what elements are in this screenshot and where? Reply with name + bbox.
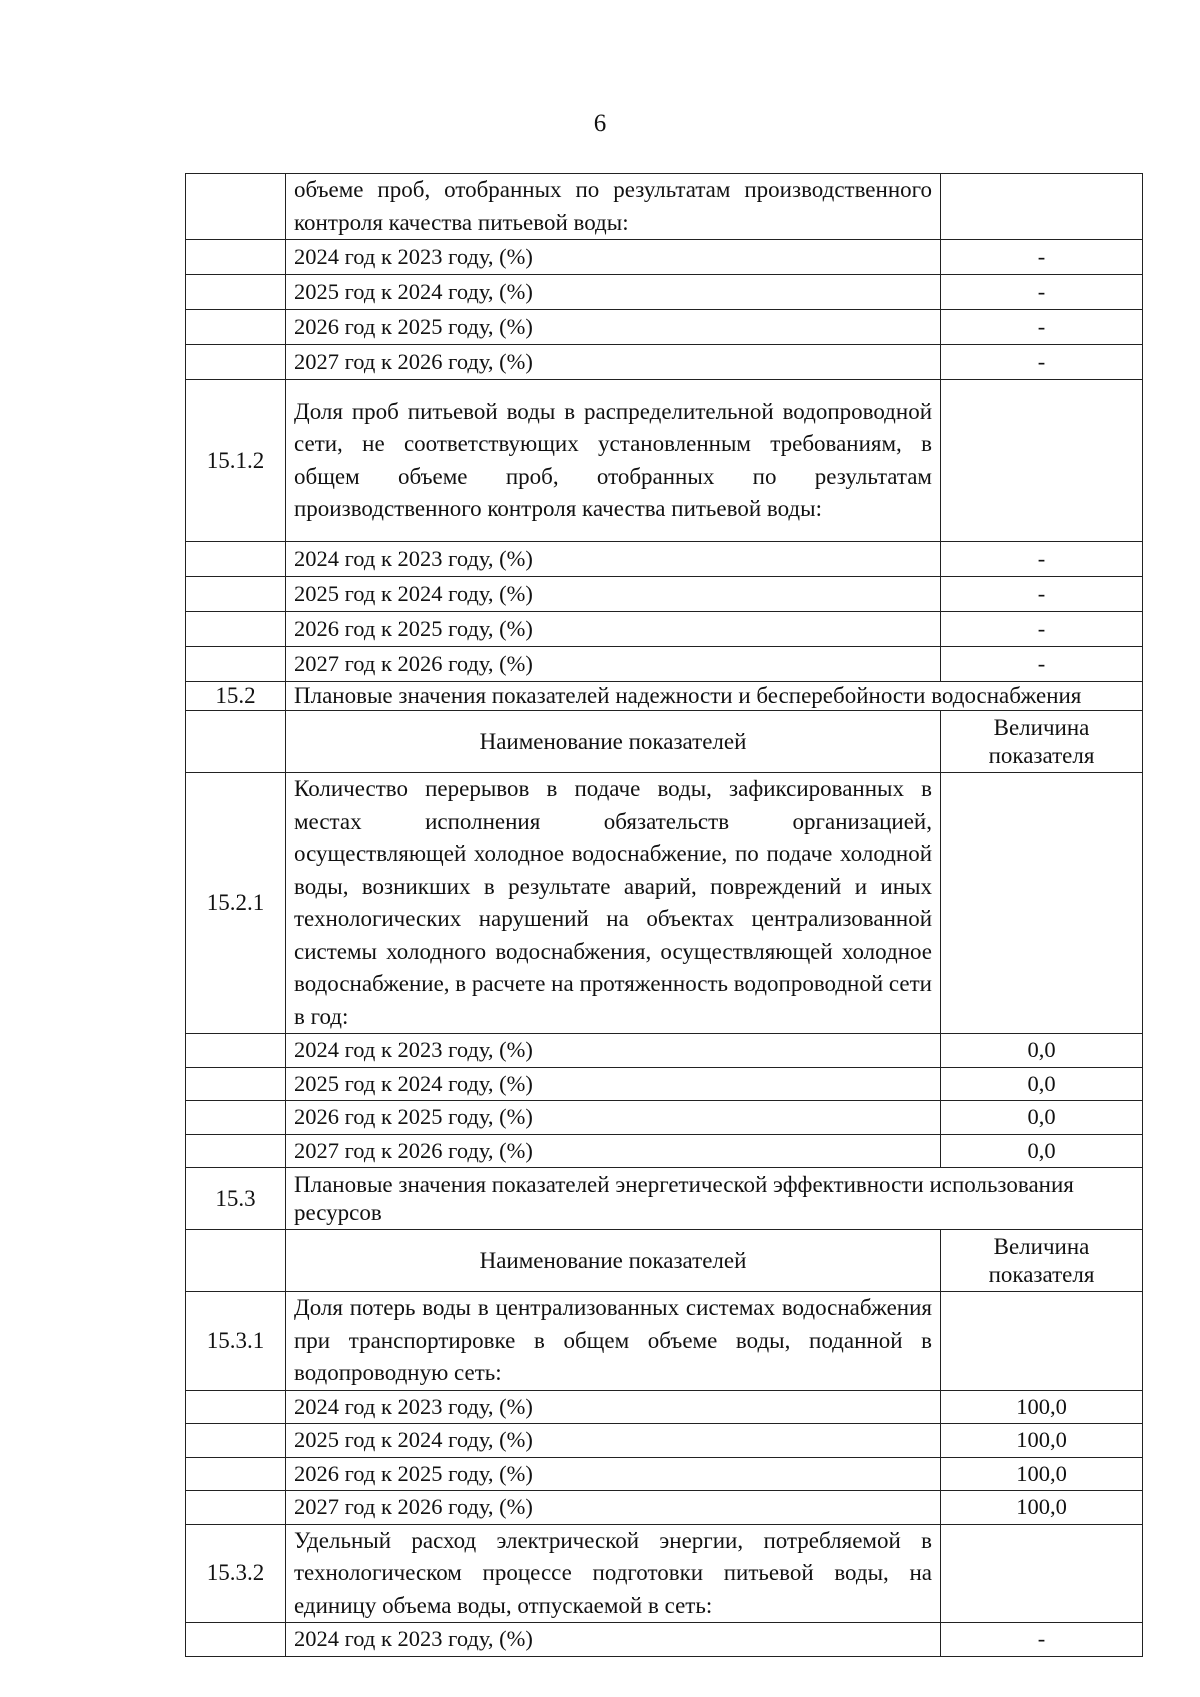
year-label: 2025 год к 2024 году, (%)	[286, 577, 941, 612]
indicator-name-header: Наименование показателей	[286, 1230, 941, 1292]
indicator-row	[186, 1524, 1143, 1623]
indicator-name: Количество перерывов в подаче воды, зафиксированных в местах исполнения обязательств организацией, осуществляющей холодное водоснабжение, по подаче холодной воды, возникших в результате аварий, повреждений и иных технологических нарушений на объектах централизованной системы холодного водоснабжения, осуществляющей холодное водоснабжение, в расчете на протяженность водопроводной сети в год:	[286, 773, 941, 1034]
indicators-table-body	[186, 174, 1143, 1657]
indicator-value: -	[941, 647, 1143, 682]
section-row	[186, 682, 1143, 711]
year-row	[186, 612, 1143, 647]
year-row	[186, 240, 1143, 275]
row-number-cell	[186, 1034, 286, 1068]
year-label: 2026 год к 2025 году, (%)	[286, 1101, 941, 1135]
row-number-cell	[186, 1491, 286, 1525]
indicator-value: -	[941, 240, 1143, 275]
year-row	[186, 345, 1143, 380]
year-label: 2027 год к 2026 году, (%)	[286, 345, 941, 380]
indicator-value	[941, 1524, 1143, 1623]
indicator-value: 0,0	[941, 1034, 1143, 1068]
row-number-cell	[186, 612, 286, 647]
row-number-cell: 15.3.2	[186, 1524, 286, 1623]
row-number-cell: 15.2	[186, 682, 286, 711]
indicators-table	[185, 173, 1143, 1657]
column-header-row	[186, 1230, 1143, 1292]
year-row	[186, 1491, 1143, 1525]
row-number-cell	[186, 1101, 286, 1135]
year-row	[186, 1034, 1143, 1068]
row-number-cell	[186, 1457, 286, 1491]
indicator-value: 100,0	[941, 1424, 1143, 1458]
row-number-cell	[186, 577, 286, 612]
year-label: 2027 год к 2026 году, (%)	[286, 1134, 941, 1168]
year-row	[186, 1424, 1143, 1458]
indicator-name: Доля потерь воды в централизованных системах водоснабжения при транспортировке в общем объеме воды, поданной в водопроводную сеть:	[286, 1292, 941, 1391]
indicator-value: 0,0	[941, 1067, 1143, 1101]
indicator-value: -	[941, 310, 1143, 345]
year-row	[186, 1134, 1143, 1168]
year-label: 2027 год к 2026 году, (%)	[286, 1491, 941, 1525]
year-label: 2026 год к 2025 году, (%)	[286, 612, 941, 647]
row-number-cell	[186, 1067, 286, 1101]
indicator-value-header: Величина показателя	[941, 711, 1143, 773]
year-label: 2026 год к 2025 году, (%)	[286, 310, 941, 345]
year-label: 2024 год к 2023 году, (%)	[286, 1034, 941, 1068]
row-number-cell	[186, 647, 286, 682]
year-label: 2024 год к 2023 году, (%)	[286, 240, 941, 275]
row-number-cell	[186, 345, 286, 380]
indicator-name: Доля проб питьевой воды в распределительной водопроводной сети, не соответствующих установленным требованиям, в общем объеме проб, отобранных по результатам производственного контроля качества питьевой воды:	[286, 380, 941, 542]
indicator-value-header: Величина показателя	[941, 1230, 1143, 1292]
indicator-value: 100,0	[941, 1457, 1143, 1491]
row-number-cell: 15.3.1	[186, 1292, 286, 1391]
indicator-value	[941, 174, 1143, 240]
column-header-row	[186, 711, 1143, 773]
indicator-value: 100,0	[941, 1491, 1143, 1525]
year-label: 2025 год к 2024 году, (%)	[286, 1424, 941, 1458]
indicator-value: 0,0	[941, 1101, 1143, 1135]
year-label: 2024 год к 2023 году, (%)	[286, 542, 941, 577]
row-number-cell	[186, 240, 286, 275]
indicator-value: 0,0	[941, 1134, 1143, 1168]
year-row	[186, 577, 1143, 612]
year-row	[186, 542, 1143, 577]
row-number-cell	[186, 1623, 286, 1657]
indicator-value: -	[941, 345, 1143, 380]
year-label: 2026 год к 2025 году, (%)	[286, 1457, 941, 1491]
row-number-cell	[186, 1230, 286, 1292]
indicator-value: -	[941, 275, 1143, 310]
row-number-cell	[186, 1134, 286, 1168]
indicator-value: -	[941, 1623, 1143, 1657]
indicator-row	[186, 380, 1143, 542]
row-number-cell	[186, 1390, 286, 1424]
row-number-cell	[186, 275, 286, 310]
year-label: 2024 год к 2023 году, (%)	[286, 1623, 941, 1657]
row-number-cell	[186, 1424, 286, 1458]
year-row	[186, 275, 1143, 310]
indicator-value: -	[941, 612, 1143, 647]
indicator-row	[186, 1292, 1143, 1391]
row-number-cell: 15.1.2	[186, 380, 286, 542]
year-row	[186, 1067, 1143, 1101]
indicator-value	[941, 773, 1143, 1034]
row-number-cell: 15.2.1	[186, 773, 286, 1034]
indicator-name: Удельный расход электрической энергии, потребляемой в технологическом процессе подготовки питьевой воды, на единицу объема воды, отпускаемой в сеть:	[286, 1524, 941, 1623]
indicator-row	[186, 773, 1143, 1034]
indicator-value: 100,0	[941, 1390, 1143, 1424]
section-title: Плановые значения показателей надежности и бесперебойности водоснабжения	[286, 682, 1143, 711]
indicator-value	[941, 380, 1143, 542]
year-label: 2024 год к 2023 году, (%)	[286, 1390, 941, 1424]
indicator-name: объеме проб, отобранных по результатам производственного контроля качества питьевой воды:	[286, 174, 941, 240]
year-label: 2025 год к 2024 году, (%)	[286, 1067, 941, 1101]
indicator-name-header: Наименование показателей	[286, 711, 941, 773]
row-number-cell	[186, 310, 286, 345]
row-number-cell: 15.3	[186, 1168, 286, 1230]
indicator-value	[941, 1292, 1143, 1391]
row-number-cell	[186, 711, 286, 773]
year-row	[186, 1457, 1143, 1491]
year-label: 2025 год к 2024 году, (%)	[286, 275, 941, 310]
section-row	[186, 1168, 1143, 1230]
section-title: Плановые значения показателей энергетической эффективности использования ресурсов	[286, 1168, 1143, 1230]
year-row	[186, 1101, 1143, 1135]
row-number-cell	[186, 542, 286, 577]
indicator-row	[186, 174, 1143, 240]
year-label: 2027 год к 2026 году, (%)	[286, 647, 941, 682]
indicator-value: -	[941, 577, 1143, 612]
page-number: 6	[593, 110, 607, 137]
indicator-value: -	[941, 542, 1143, 577]
year-row	[186, 647, 1143, 682]
year-row	[186, 310, 1143, 345]
row-number-cell	[186, 174, 286, 240]
year-row	[186, 1390, 1143, 1424]
year-row	[186, 1623, 1143, 1657]
